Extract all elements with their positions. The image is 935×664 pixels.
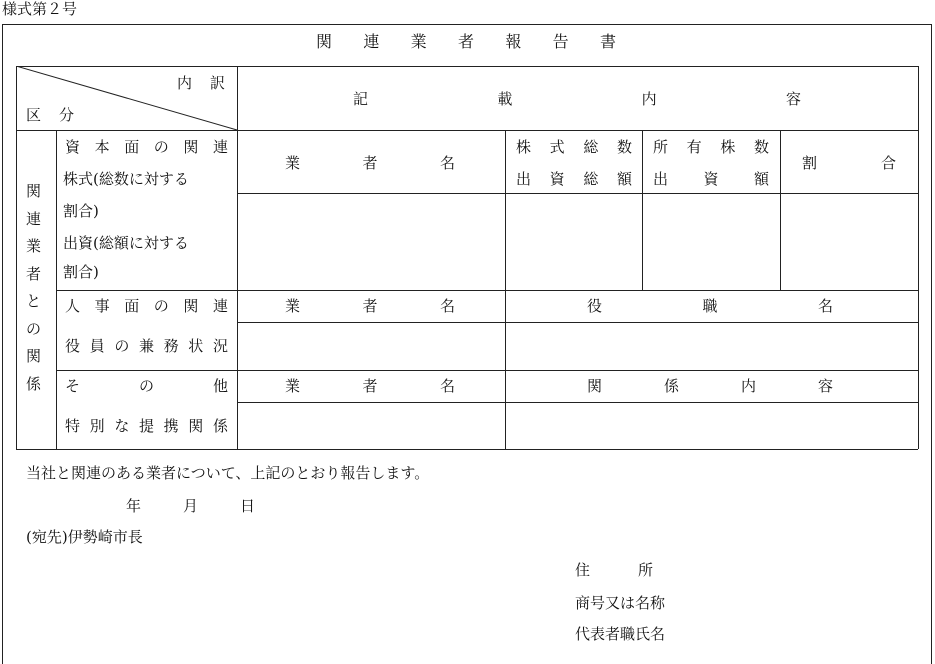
label-char: 状	[188, 337, 204, 355]
label-char: 係	[26, 374, 42, 393]
label-char: 特	[65, 417, 81, 435]
label-char: 関	[183, 297, 199, 315]
label-char: 資	[703, 170, 719, 188]
capital-owned-header-1	[653, 140, 769, 155]
label-char: 連	[26, 209, 42, 228]
label-char: 額	[616, 170, 632, 188]
label-char: 数	[616, 138, 632, 156]
capital-company-cell[interactable]	[238, 194, 504, 289]
label-char: 所	[637, 561, 653, 579]
label-char: 員	[89, 337, 105, 355]
other-company-header	[285, 379, 455, 394]
label-char: 者	[362, 297, 378, 315]
label-char: 関	[587, 377, 603, 395]
capital-ratio-cell[interactable]	[781, 194, 917, 289]
label-char: 業	[285, 297, 301, 315]
label-char: 関	[26, 347, 42, 366]
label-char: 書	[599, 32, 616, 51]
label-char: 携	[163, 417, 179, 435]
capital-owned-header-2	[653, 172, 769, 187]
other-label-line-2	[65, 419, 228, 434]
company-column-divider	[505, 130, 506, 449]
label-char: 面	[124, 138, 140, 156]
label-char: 名	[439, 154, 455, 172]
content-label	[353, 92, 801, 107]
table-border-right	[918, 66, 919, 449]
label-char: 資	[65, 138, 81, 156]
date-year-label: 年	[126, 497, 142, 515]
label-char: 株	[720, 138, 736, 156]
label-char: 況	[212, 337, 228, 355]
label-char: な	[114, 417, 130, 435]
label-char: 所	[653, 138, 669, 156]
label-char: 名	[439, 377, 455, 395]
side-label-divider	[56, 130, 57, 449]
capital-label-line-4: 出資(総額に対する	[63, 234, 189, 252]
label-char: 内	[641, 90, 657, 108]
other-company-cell[interactable]	[238, 403, 504, 448]
capital-total-header-1	[516, 140, 632, 155]
label-char: 割	[802, 154, 818, 172]
report-statement: 当社と関連のある業者について、上記のとおり報告します。	[26, 464, 430, 482]
label-char: 載	[497, 90, 513, 108]
label-char: 提	[138, 417, 154, 435]
label-char: 分	[58, 106, 74, 124]
label-char: 者	[362, 377, 378, 395]
capital-label-line-3: 割合)	[63, 202, 99, 220]
capital-label-line-2: 株式(総数に対する	[63, 170, 189, 188]
label-char: 者	[457, 32, 474, 51]
breakdown-label	[177, 76, 225, 91]
label-char: 関	[188, 417, 204, 435]
capital-total-cell[interactable]	[506, 194, 641, 289]
label-char: 関	[26, 182, 42, 200]
capital-total-header-2	[516, 172, 632, 187]
table-border-bottom	[16, 449, 918, 450]
personnel-company-cell[interactable]	[238, 323, 504, 369]
label-char: 総	[583, 170, 599, 188]
label-char: 業	[285, 154, 301, 172]
label-char: の	[138, 377, 154, 395]
label-char: 本	[94, 138, 110, 156]
label-char: 株	[516, 138, 532, 156]
label-char: 合	[880, 154, 896, 172]
label-char: 記	[353, 90, 369, 108]
label-char: 名	[817, 297, 833, 315]
other-label-line-1	[65, 379, 228, 394]
category-label	[26, 108, 74, 123]
label-char: 者	[362, 154, 378, 172]
label-char: の	[153, 138, 169, 156]
label-char: 連	[363, 32, 380, 51]
label-char: 役	[587, 297, 603, 315]
label-char: 総	[583, 138, 599, 156]
label-char: 者	[26, 264, 42, 283]
personnel-title-cell[interactable]	[506, 323, 917, 369]
address-label	[575, 563, 653, 578]
label-char: 兼	[138, 337, 154, 355]
label-char: 他	[212, 377, 228, 395]
label-char: 関	[316, 32, 333, 51]
label-char: 告	[552, 32, 569, 51]
capital-company-header	[285, 156, 455, 171]
label-char: 容	[785, 90, 801, 108]
personnel-title-header	[587, 299, 833, 314]
label-char: 関	[183, 138, 199, 156]
form-title	[316, 34, 616, 50]
label-char: 額	[753, 170, 769, 188]
label-char: 係	[663, 377, 679, 395]
label-char: 業	[26, 237, 42, 256]
label-char: 区	[26, 106, 42, 124]
label-char: 出	[653, 170, 669, 188]
label-char: 内	[740, 377, 756, 395]
personnel-label-line-2	[65, 339, 228, 354]
label-char: 連	[212, 138, 228, 156]
personnel-other-divider	[56, 370, 918, 371]
form-number: 様式第２号	[2, 0, 78, 18]
capital-ratio-header	[802, 156, 896, 171]
label-char: 内	[177, 74, 193, 92]
representative-label: 代表者職氏名	[575, 625, 666, 643]
capital-label-line-1	[65, 140, 228, 155]
label-char: 数	[753, 138, 769, 156]
label-char: 名	[439, 297, 455, 315]
addressee: (宛先)伊勢崎市長	[26, 528, 143, 546]
label-char: 有	[686, 138, 702, 156]
label-char: の	[26, 319, 42, 338]
label-char: 事	[94, 297, 110, 315]
label-char: 住	[575, 561, 591, 579]
label-char: 職	[702, 297, 718, 315]
label-char: 式	[549, 138, 565, 156]
label-char: 務	[163, 337, 179, 355]
label-char: 別	[89, 417, 105, 435]
label-char: 役	[65, 337, 81, 355]
label-char: 訳	[209, 74, 225, 92]
personnel-label-line-1	[65, 299, 228, 314]
label-char: 出	[516, 170, 532, 188]
other-relation-cell[interactable]	[506, 403, 917, 448]
related-party-label	[26, 184, 41, 392]
company-name-label: 商号又は名称	[575, 594, 666, 612]
label-char: 連	[212, 297, 228, 315]
label-char: の	[114, 337, 130, 355]
personnel-company-header	[285, 299, 455, 314]
label-char: 容	[817, 377, 833, 395]
label-char: の	[153, 297, 169, 315]
capital-label-line-5: 割合)	[63, 263, 99, 281]
label-char: 資	[549, 170, 565, 188]
label-char: と	[26, 292, 42, 311]
label-char: そ	[65, 377, 81, 395]
label-char: 係	[212, 417, 228, 435]
label-char: 報	[505, 32, 522, 51]
label-char: 業	[285, 377, 301, 395]
label-char: 人	[65, 297, 81, 315]
label-char: 業	[410, 32, 427, 51]
date-day-label: 日	[240, 497, 256, 515]
other-relation-header	[587, 379, 833, 394]
capital-owned-cell[interactable]	[643, 194, 779, 289]
capital-personnel-divider	[56, 290, 918, 291]
date-month-label: 月	[183, 497, 199, 515]
label-char: 面	[124, 297, 140, 315]
